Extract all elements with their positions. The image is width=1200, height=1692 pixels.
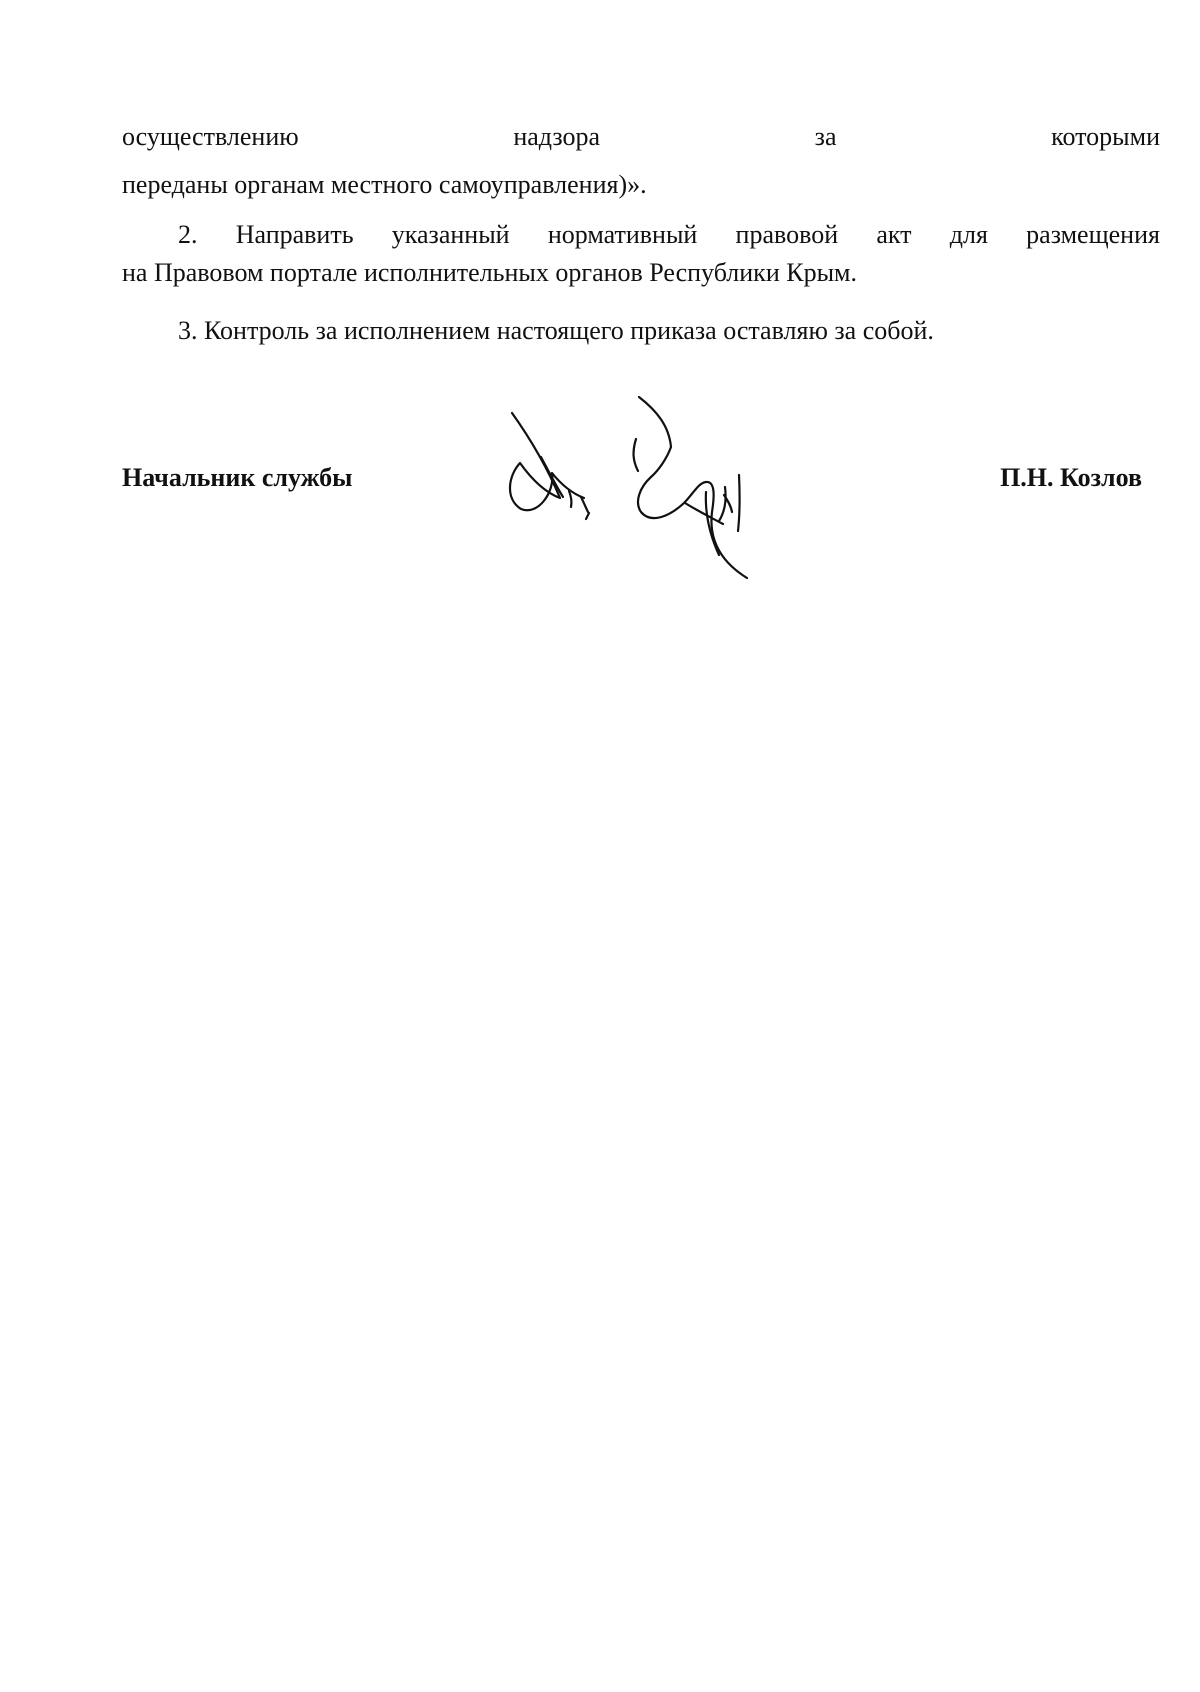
- paragraph-continuation-line-2: переданы органам местного самоуправления)».: [122, 170, 647, 199]
- word: акт: [876, 220, 912, 249]
- position-title: Начальник службы: [122, 463, 353, 492]
- paragraph-continuation-line-1: [122, 122, 1160, 152]
- word: которыми: [1051, 122, 1160, 151]
- signer-name: П.Н. Козлов: [1000, 463, 1142, 492]
- word: за: [814, 122, 837, 151]
- item-2-line-2: на Правовом портале исполнительных органов Республики Крым.: [122, 258, 857, 287]
- word: размещения: [1026, 220, 1160, 249]
- word: указанный: [391, 220, 510, 249]
- word: правовой: [735, 220, 839, 249]
- word: надзора: [513, 122, 600, 151]
- word: нормативный: [547, 220, 698, 249]
- item-3: 3. Контроль за исполнением настоящего приказа оставляю за собой.: [178, 316, 934, 345]
- word: осуществлению: [122, 122, 299, 151]
- word: 2.: [178, 220, 198, 249]
- handwritten-signature: [500, 395, 800, 580]
- word: Направить: [235, 220, 354, 249]
- item-2-line-1: [178, 220, 1160, 250]
- word: для: [949, 220, 988, 249]
